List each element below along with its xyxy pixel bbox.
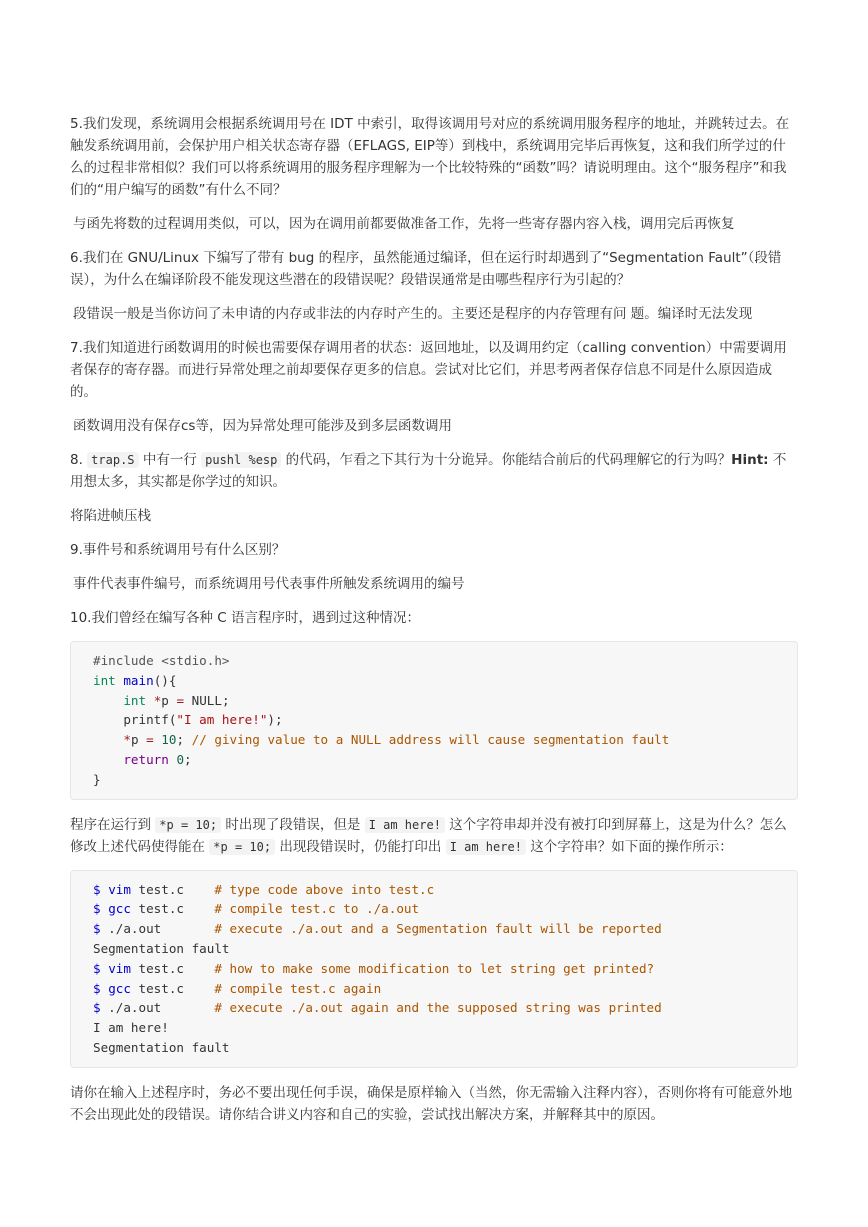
answer-7: 函数调用没有保存cs等，因为异常处理可能涉及到多层函数调用 — [73, 418, 452, 434]
shell-line: Segmentation fault — [93, 940, 230, 956]
answer-6: 段错误一般是当你访问了未申请的内存或非法的内存时产生的。主要还是程序的内存管理有问 题。编译时无法发现 — [73, 306, 753, 322]
code-line-return: return 0; — [123, 751, 192, 767]
question-6: 6.我们在 GNU/Linux 下编写了带有 bug 的程序，虽然能通过编译，但在运行时却遇到了“Segmentation Fault”（段错误），为什么在编译阶段不能发现这些潜在的段错误呢？段错误通常是由哪些程序行为引起的？ — [70, 250, 782, 288]
inline-code-assign-2: *p = 10; — [209, 839, 275, 855]
inline-code-assign: *p = 10; — [155, 817, 221, 833]
inline-code-string: I am here! — [365, 817, 445, 833]
hint-label: Hint: — [731, 452, 769, 468]
q8-prefix: 8. — [70, 452, 88, 468]
shell-line: $ gcc test.c # compile test.c to ./a.out — [93, 901, 420, 917]
answer-8: 将陷进帧压栈 — [70, 508, 151, 524]
document-body — [70, 113, 798, 1138]
code-line-printf: printf("I am here!"); — [123, 712, 283, 728]
shell-line: $ ./a.out # execute ./a.out again and the supposed string was printed — [93, 1000, 662, 1016]
shell-code-block — [70, 870, 798, 1068]
code-line-include: #include <stdio.h> — [93, 653, 230, 668]
shell-line: $ vim test.c # type code above into test.c — [93, 881, 435, 897]
question-5: 5.我们发现，系统调用会根据系统调用号在 IDT 中索引，取得该调用号对应的系统调用服务程序的地址，并跳转过去。在触发系统调用前，会保护用户相关状态寄存器（EFLAGS, EIP等）到栈中，系统调用完毕后再恢复，这和我们所学过的什么的过程非常相似？我们可以将系统调用的服务程序理解为一个比较特殊的“函数”吗？请说明理由。这个“服务程序”和我们的“用户编写的函数”有什么不同？ — [70, 116, 790, 198]
code-line-main: int main(){ — [93, 672, 177, 688]
c-code-block — [70, 641, 798, 800]
question-10: 10.我们曾经在编写各种 C 语言程序时，遇到过这种情况： — [70, 610, 420, 626]
code-line-assign: *p = 10; // giving value to a NULL address will cause segmentation fault — [123, 732, 670, 748]
code-line-close: } — [93, 771, 101, 787]
shell-line: $ vim test.c # how to make some modification to let string get printed? — [93, 960, 655, 976]
inline-code-string-2: I am here! — [446, 839, 526, 855]
question-8 — [70, 449, 798, 493]
shell-line: I am here! — [93, 1020, 169, 1036]
q8-text-2: 的代码，乍看之下其行为十分诡异。你能结合前后的代码理解它的行为吗？ — [281, 452, 732, 468]
answer-5: 与函先将数的过程调用类似，可以，因为在调用前都要做准备工作，先将一些寄存器内容入栈，调用完后再恢复 — [73, 216, 735, 232]
question-10-paragraph: 程序在运行到 *p = 10; 时出现了段错误，但是 I am here! 这个字符串却并没有被打印到屏幕上，这是为什么？怎么修改上述代码使得能在 *p = 10; 出现段错误时，仍能打印出 I am here! 这个字符串？如下面的操作所示： — [70, 816, 787, 855]
question-7: 7.我们知道进行函数调用的时候也需要保存调用者的状态：返回地址，以及调用约定（calling convention）中需要调用者保存的寄存器。而进行异常处理之前却要保存更多的信息。尝试对比它们，并思考两者保存信息不同是什么原因造成的。 — [70, 340, 787, 400]
shell-line: $ ./a.out # execute ./a.out and a Segmentation fault will be reported — [93, 921, 662, 937]
inline-code-trap-s: trap.S — [87, 452, 138, 468]
answer-9: 事件代表事件编号，而系统调用号代表事件所触发系统调用的编号 — [73, 576, 465, 592]
question-10-note: 请你在输入上述程序时，务必不要出现任何手误，确保是原样输入（当然，你无需输入注释内容），否则你将有可能意外地不会出现此处的段错误。请你结合讲义内容和自己的实验，尝试找出解决方案，并解释其中的原因。 — [70, 1084, 793, 1123]
inline-code-pushl: pushl %esp — [201, 452, 281, 468]
shell-line: $ gcc test.c # compile test.c again — [93, 980, 382, 996]
q8-text-1: 中有一行 — [138, 452, 202, 468]
code-line-decl: int *p = NULL; — [123, 692, 230, 708]
q8-text-3: 不用想太多，其实都是你学过的知识。 — [70, 452, 787, 490]
shell-line: Segmentation fault — [93, 1039, 230, 1055]
question-9: 9.事件号和系统调用号有什么区别？ — [70, 542, 286, 558]
